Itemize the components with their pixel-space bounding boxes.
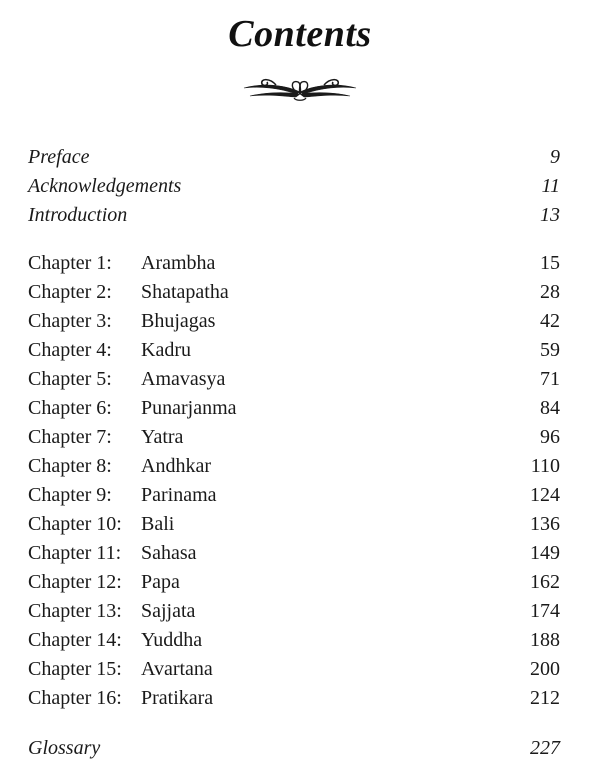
chapter-number: Chapter 4:: [28, 339, 112, 361]
chapter-title: Bhujagas: [141, 310, 216, 332]
toc-entry-chapter[interactable]: [28, 481, 560, 509]
chapter-number: Chapter 15:: [28, 658, 122, 680]
chapter-title: Andhkar: [141, 455, 211, 477]
toc-entry-preface[interactable]: [28, 143, 560, 171]
chapter-page: 149: [530, 542, 560, 564]
toc-entry-page: 9: [550, 146, 560, 168]
chapter-number: Chapter 6:: [28, 397, 112, 419]
toc-entry-page: 13: [540, 204, 560, 226]
flourish-ornament-icon: [236, 72, 364, 106]
toc-entry-page: 227: [530, 737, 560, 759]
chapter-page: 188: [530, 629, 560, 651]
chapter-page: 42: [540, 310, 560, 332]
toc-entry-title: Introduction: [28, 204, 128, 226]
chapter-title: Avartana: [141, 658, 213, 680]
chapter-title: Yuddha: [141, 629, 203, 651]
chapter-title: Bali: [141, 513, 175, 535]
toc-entry-chapter[interactable]: [28, 510, 560, 538]
chapter-page: 71: [540, 368, 560, 390]
toc-entry-chapter[interactable]: [28, 423, 560, 451]
chapter-title: Punarjanma: [141, 397, 237, 419]
chapter-page: 200: [530, 658, 560, 680]
chapter-title: Arambha: [141, 252, 216, 274]
chapter-number: Chapter 9:: [28, 484, 112, 506]
chapter-number: Chapter 1:: [28, 252, 112, 274]
toc-entry-chapter[interactable]: [28, 684, 560, 712]
toc-entry-chapter[interactable]: [28, 307, 560, 335]
toc-entry-acknowledgements[interactable]: [28, 172, 560, 200]
toc-entry-chapter[interactable]: [28, 365, 560, 393]
toc-entry-chapter[interactable]: [28, 249, 560, 277]
toc-entry-chapter[interactable]: [28, 336, 560, 364]
chapter-title: Yatra: [141, 426, 184, 448]
chapter-page: 59: [540, 339, 560, 361]
chapter-title: Shatapatha: [141, 281, 229, 303]
chapter-number: Chapter 13:: [28, 600, 122, 622]
chapter-page: 124: [530, 484, 560, 506]
toc-entry-page: 11: [541, 175, 560, 197]
chapter-page: 110: [530, 455, 560, 477]
toc-entry-chapter[interactable]: [28, 394, 560, 422]
chapter-title: Sajjata: [141, 600, 196, 622]
chapter-title: Kadru: [141, 339, 191, 361]
chapter-title: Sahasa: [141, 542, 197, 564]
chapter-page: 28: [540, 281, 560, 303]
chapter-page: 84: [540, 397, 560, 419]
chapter-number: Chapter 3:: [28, 310, 112, 332]
chapter-title: Papa: [141, 571, 180, 593]
chapter-number: Chapter 7:: [28, 426, 112, 448]
chapter-number: Chapter 11:: [28, 542, 122, 564]
chapter-title: Pratikara: [141, 687, 214, 709]
chapter-number: Chapter 14:: [28, 629, 122, 651]
toc-entry-chapter[interactable]: [28, 278, 560, 306]
chapter-title: Amavasya: [141, 368, 226, 390]
chapter-page: 136: [530, 513, 560, 535]
toc-entry-title: Glossary: [28, 737, 101, 759]
toc-entry-glossary[interactable]: [28, 734, 560, 762]
chapter-title: Parinama: [141, 484, 217, 506]
toc-entry-title: Preface: [28, 146, 90, 168]
page-title: Contents: [228, 13, 372, 55]
toc-entry-title: Acknowledgements: [28, 175, 182, 197]
toc-entry-chapter[interactable]: [28, 568, 560, 596]
toc-entry-chapter[interactable]: [28, 452, 560, 480]
chapter-page: 174: [530, 600, 560, 622]
chapter-number: Chapter 8:: [28, 455, 112, 477]
chapter-page: 15: [540, 252, 560, 274]
chapter-number: Chapter 10:: [28, 513, 122, 535]
toc-entry-chapter[interactable]: [28, 597, 560, 625]
toc-entry-chapter[interactable]: [28, 626, 560, 654]
chapter-page: 162: [530, 571, 560, 593]
chapter-number: Chapter 2:: [28, 281, 112, 303]
chapter-number: Chapter 5:: [28, 368, 112, 390]
chapter-page: 212: [530, 687, 560, 709]
toc-entry-chapter[interactable]: [28, 655, 560, 683]
chapter-page: 96: [540, 426, 560, 448]
toc-entry-introduction[interactable]: [28, 201, 560, 229]
chapter-number: Chapter 12:: [28, 571, 122, 593]
chapter-number: Chapter 16:: [28, 687, 122, 709]
toc-entry-chapter[interactable]: [28, 539, 560, 567]
